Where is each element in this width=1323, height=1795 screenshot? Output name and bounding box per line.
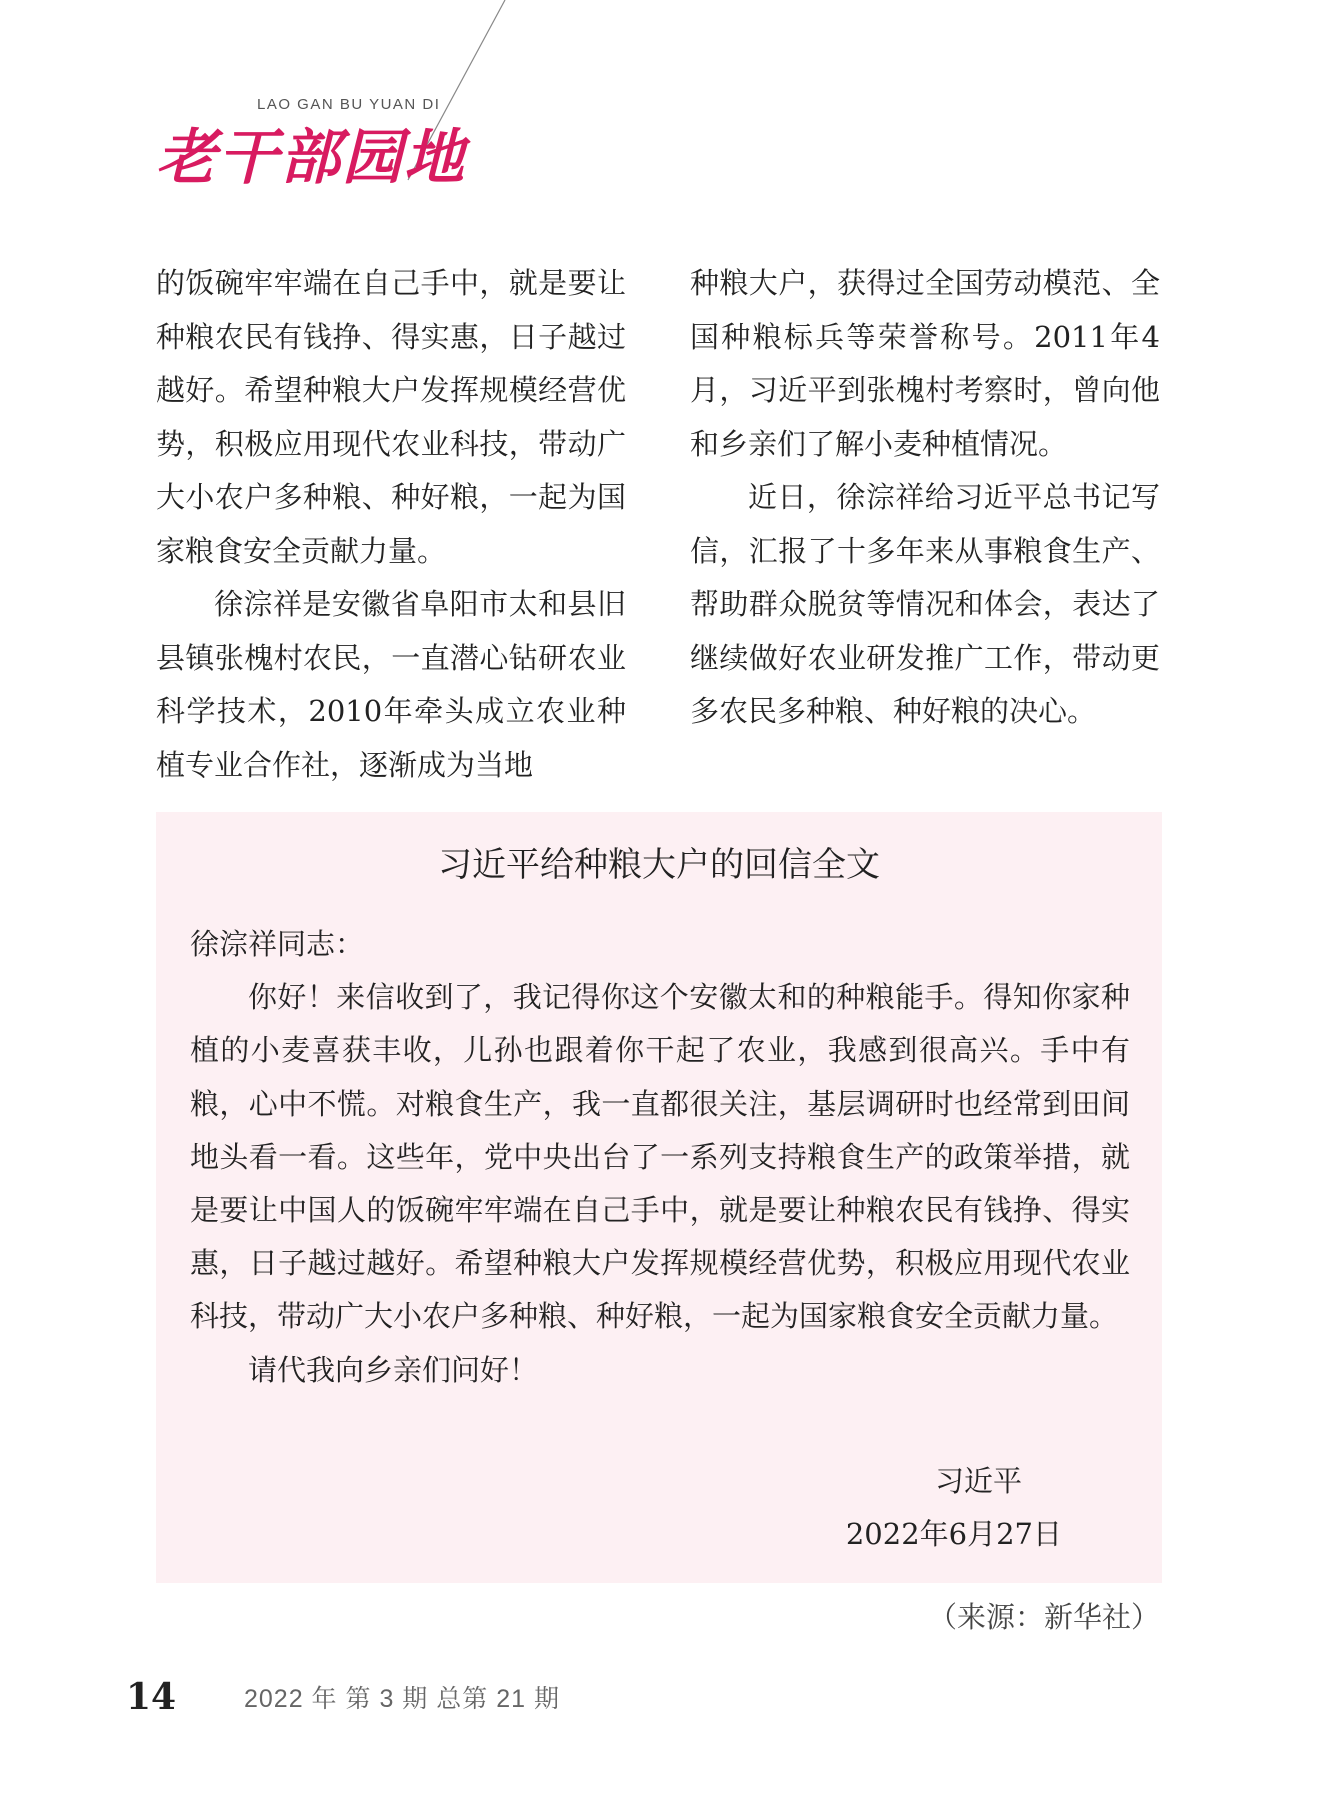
letter-main-text: 你好！来信收到了，我记得你这个安徽太和的种粮能手。得知你家种植的小麦喜获丰收，儿孙也跟着你干起了农业，我感到很高兴。手中有粮，心中不慌。对粮食生产，我一直都很关注，基层调研时也经常到田间地头看一看。这些年，党中央出台了一系列支持粮食生产的政策举措，就是要让中国人的饭碗牢牢端在自己手中，就是要让种粮农民有钱挣、得实惠，日子越过越好。希望种粮大户发挥规模经营优势，积极应用现代农业科技，带动广大小农户多种粮、种好粮，一起为国家粮食安全贡献力量。	[190, 980, 1130, 1334]
letter-salutation: 徐淙祥同志：	[190, 927, 365, 961]
source-credit: （来源：新华社）	[927, 1600, 1160, 1634]
letter-body	[190, 918, 1130, 1397]
letter-closing: 请代我向乡亲们问好！	[248, 1352, 539, 1387]
article-paragraph: 的饭碗牢牢端在自己手中，就是要让种粮农民有钱挣、得实惠，日子越过越好。希望种粮大户发挥规模经营优势，积极应用现代农业科技，带动广大小农户多种粮、种好粮，一起为国家粮食安全贡献力量。	[156, 266, 626, 568]
article-right-column	[690, 257, 1160, 739]
masthead-romanized: LAO GAN BU YUAN DI	[257, 96, 441, 113]
letter-title: 习近平给种粮大户的回信全文	[438, 845, 880, 885]
issue-info: 2022 年 第 3 期 总第 21 期	[244, 1685, 560, 1713]
masthead-logo: 老干部园地	[156, 123, 466, 193]
letter-signer: 习近平	[934, 1464, 1022, 1498]
article-left-column	[156, 257, 626, 792]
letter-signature	[762, 1455, 1062, 1561]
article-paragraph: 种粮大户，获得过全国劳动模范、全国种粮标兵等荣誉称号。2011年4月，习近平到张槐村考察时，曾向他和乡亲们了解小麦种植情况。	[690, 266, 1160, 461]
letter-date: 2022年6月27日	[845, 1517, 1062, 1551]
page-number: 14	[126, 1676, 177, 1718]
letter-box	[156, 812, 1162, 1583]
article-paragraph: 近日，徐淙祥给习近平总书记写信，汇报了十多年来从事粮食生产、帮助群众脱贫等情况和体会，表达了继续做好农业研发推广工作，带动更多农民多种粮、种好粮的决心。	[690, 480, 1160, 728]
article-paragraph: 徐淙祥是安徽省阜阳市太和县旧县镇张槐村农民，一直潜心钻研农业科学技术，2010年牵头成立农业种植专业合作社，逐渐成为当地	[156, 587, 626, 782]
